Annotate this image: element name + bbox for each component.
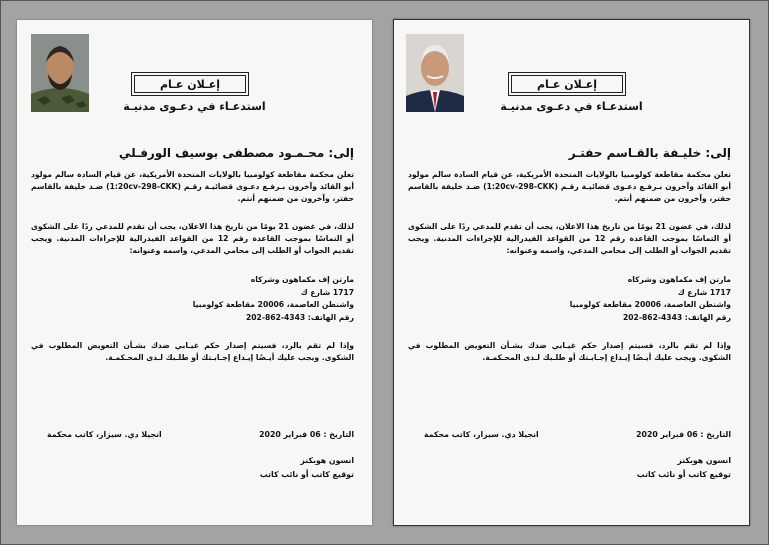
notice-page-left — [17, 20, 372, 525]
date-row — [47, 430, 354, 439]
address-line: 1717 شارع ك — [300, 287, 354, 297]
recipient-line: إلى: خليـفة بالقـاسم حفتـر — [568, 146, 731, 160]
paragraph-1: تعلن محكمة مقاطعة كولومبيا بالولايات المتحدة الأمريكية، عن قيام السادة سالم مولود أبو القائد وآخرون بـرفـع دعـوى قضائيـة رقـم (1:20cv-298-CKK) ضـد خليفة بالقاسم حفتر، وآخرون من ضمنهم أنتم. — [408, 170, 731, 203]
paragraph-2: لذلك، في غضون 21 يومًا من تاريخ هذا الاعلان، يجب أن تقدم للمدعي ردًا على الشكوى أو التماسًا بموجب القاعدة رقم 12 من القواعد الفيدرالية للإجراءات المدنية. ويجب تقديم الجواب أو الطلب إلى محامي المدعي، واسمه وعنوانه: — [31, 222, 354, 255]
signature-label: توقيع كاتب أو نائب كاتب — [259, 470, 354, 479]
address-line: رقم الهاتف: 4343-862-202 — [245, 312, 354, 322]
paragraph-3: وإذا لم تقم بالرد، فسيتم إصدار حكم غيـابي ضدك بشـأن التعويض المطلوب في الشكوى. ويجب عليك أيـضًا إيـداع إجـابـتك أو طلـبك لـدى المحـكمـة. — [408, 341, 731, 362]
signature-block — [637, 454, 731, 482]
recipient-line: إلى: محـمـود مصطفى بوسيف الورفـلي — [118, 146, 354, 160]
address-block — [570, 274, 731, 324]
address-line: مارتن إف مكماهون وشركاه — [250, 275, 354, 284]
address-block — [193, 274, 354, 324]
announcement-title: إعـلان عـام — [536, 77, 598, 91]
notice-page-right — [393, 19, 750, 526]
subtitle: استدعـاء في دعـوى مدنيـة — [500, 100, 643, 113]
address-line: واشنطن العاصمة، 20006 مقاطعة كولومبيا — [192, 300, 354, 309]
paragraph-3: وإذا لم تقم بالرد، فسيتم إصدار حكم غيـابي ضدك بشـأن التعويض المطلوب في الشكوى. ويجب عليك أيـضًا إيـداع إجـابـتك أو طلـبك لـدى المحـكمـة. — [31, 341, 354, 362]
clerk-text: انجيلا دي. سيزار، كاتب محكمة — [47, 430, 162, 439]
paragraph-1: تعلن محكمة مقاطعة كولومبيا بالولايات المتحدة الأمريكية، عن قيام السادة سالم مولود أبو القائد وآخرون بـرفـع دعـوى قضائيـة رقـم (1:20cv-298-CKK) ضـد خليفة بالقاسم حفتر، وآخرون من ضمنهم أنتم. — [31, 170, 354, 203]
signer-name: انسون هوبكنز — [300, 456, 354, 465]
date-row — [424, 430, 731, 439]
address-line: رقم الهاتف: 4343-862-202 — [622, 312, 731, 322]
paragraph-2: لذلك، في غضون 21 يومًا من تاريخ هذا الاعلان، يجب أن تقدم للمدعي ردًا على الشكوى أو التماسًا بموجب القاعدة رقم 12 من القواعد الفيدرالية للإجراءات المدنية. ويجب تقديم الجواب أو الطلب إلى محامي المدعي، واسمه وعنوانه: — [408, 222, 731, 255]
announcement-box — [131, 72, 249, 96]
address-line: 1717 شارع ك — [677, 287, 731, 297]
subtitle: استدعـاء في دعـوى مدنيـة — [123, 100, 266, 113]
signature-block — [260, 454, 354, 482]
announcement-box — [508, 72, 626, 96]
address-line: مارتن إف مكماهون وشركاه — [627, 275, 731, 284]
date-text: التاريخ : 06 فبراير 2020 — [636, 430, 731, 439]
signer-name: انسون هوبكنز — [677, 456, 731, 465]
clerk-text: انجيلا دي. سيزار، كاتب محكمة — [424, 430, 539, 439]
announcement-title: إعـلان عـام — [159, 77, 221, 91]
date-text: التاريخ : 06 فبراير 2020 — [259, 430, 354, 439]
signature-label: توقيع كاتب أو نائب كاتب — [636, 470, 731, 479]
address-line: واشنطن العاصمة، 20006 مقاطعة كولومبيا — [569, 300, 731, 309]
